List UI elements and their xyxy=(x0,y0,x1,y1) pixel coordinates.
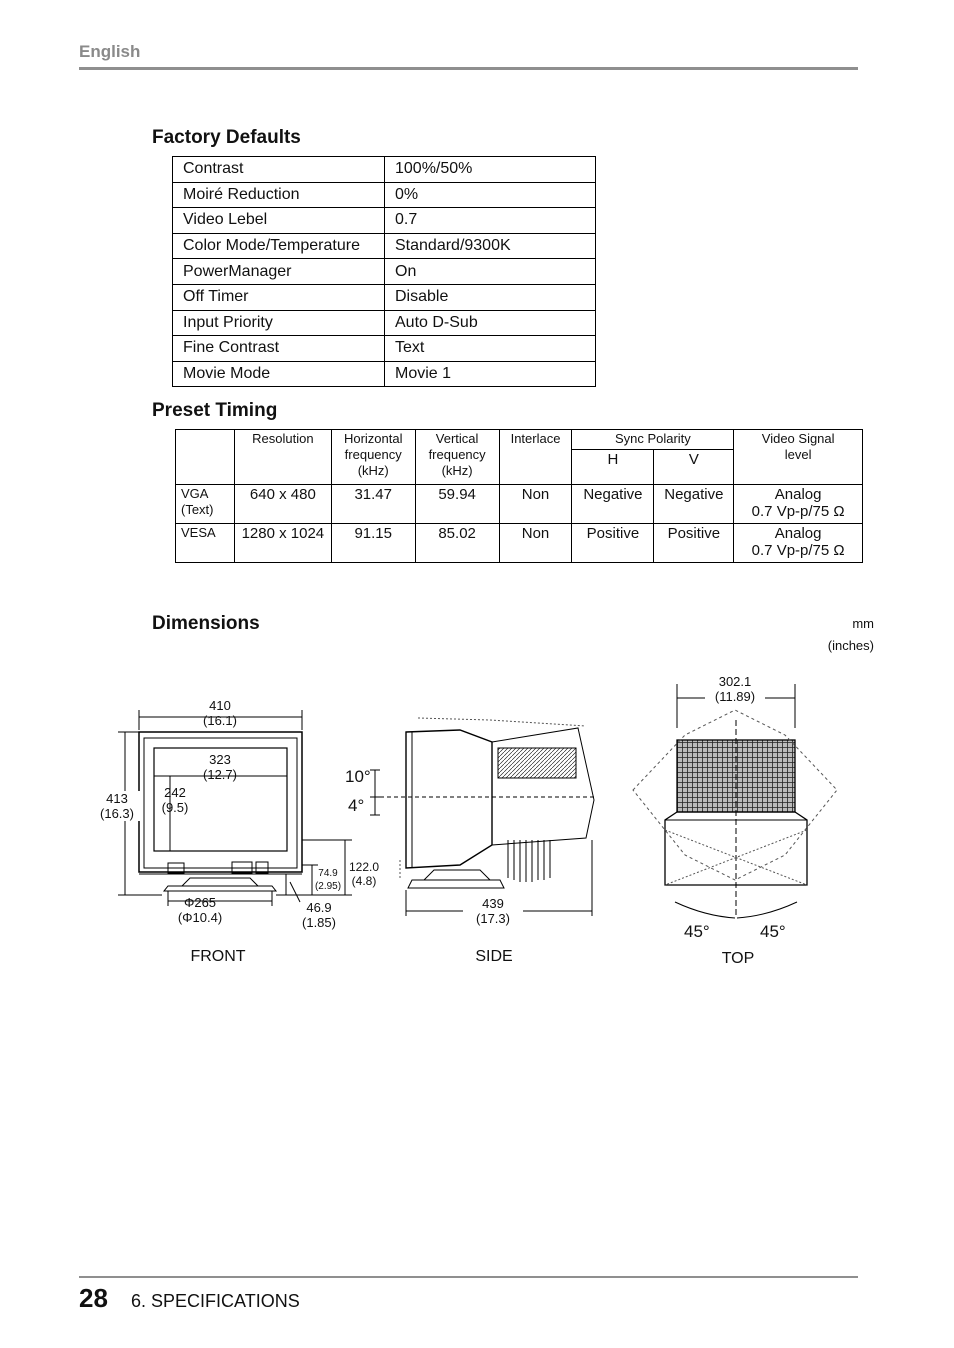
setting-name: Contrast xyxy=(173,157,385,183)
pt-video-line1: Video Signal xyxy=(761,431,835,446)
footer-section-title: 6. SPECIFICATIONS xyxy=(131,1291,300,1311)
front-base-height-label xyxy=(296,900,342,930)
factory-defaults-title: Factory Defaults xyxy=(152,127,301,148)
timing-video-line2: 0.7 Vp-p/75 Ω xyxy=(751,542,845,559)
timing-interlace: Non xyxy=(499,485,572,524)
side-depth-mm: 439 xyxy=(482,896,504,911)
pt-header-hfreq xyxy=(331,430,415,485)
side-tilt-down-label: 4° xyxy=(348,796,365,815)
top-width-mm: 302.1 xyxy=(718,674,752,689)
timing-vfreq: 59.94 xyxy=(415,485,499,524)
front-width-in: (16.1) xyxy=(203,713,237,728)
front-screen-width-label xyxy=(190,752,250,782)
timing-vfreq: 85.02 xyxy=(415,524,499,563)
pt-hfreq-line2: frequency xyxy=(344,447,402,462)
pt-header-vfreq xyxy=(415,430,499,485)
front-stand-mm: 122.0 xyxy=(348,860,380,874)
setting-name: Movie Mode xyxy=(173,361,385,387)
setting-value: 0.7 xyxy=(385,208,596,234)
table-row xyxy=(173,233,596,259)
side-view-drawing xyxy=(340,700,610,925)
top-width-label xyxy=(705,674,765,704)
page-number: 28 xyxy=(79,1283,108,1313)
pt-vfreq-line3: (kHz) xyxy=(441,463,473,478)
front-base-mm: Φ265 xyxy=(183,895,217,910)
pt-hfreq-line1: Horizontal xyxy=(343,431,403,446)
pt-header-mode xyxy=(176,430,235,485)
setting-value: Standard/9300K xyxy=(385,233,596,259)
top-width-in: (11.89) xyxy=(714,689,756,704)
front-base-label xyxy=(160,895,240,925)
setting-name: Color Mode/Temperature xyxy=(173,233,385,259)
pt-header-sync-h: H xyxy=(572,450,654,485)
front-width-mm: 410 xyxy=(209,698,231,713)
unit-inches: (inches) xyxy=(827,638,874,653)
side-tilt-up-label: 10° xyxy=(345,767,371,786)
table-row xyxy=(173,208,596,234)
pt-header-sync: Sync Polarity xyxy=(572,430,734,450)
front-base-h-mm: 46.9 xyxy=(306,900,332,915)
setting-value: On xyxy=(385,259,596,285)
timing-mode-line1: VESA xyxy=(181,525,216,540)
pt-header-resolution: Resolution xyxy=(234,430,331,485)
timing-video-level xyxy=(734,485,863,524)
factory-defaults-table xyxy=(172,156,596,387)
side-depth-in: (17.3) xyxy=(476,911,510,926)
timing-hfreq: 31.47 xyxy=(331,485,415,524)
front-width-label xyxy=(190,698,250,728)
table-row xyxy=(173,182,596,208)
pt-vfreq-line1: Vertical xyxy=(435,431,479,446)
timing-interlace: Non xyxy=(499,524,572,563)
timing-h: Negative xyxy=(572,485,654,524)
table-row xyxy=(173,361,596,387)
timing-mode-line2: (Text) xyxy=(181,502,214,517)
timing-h: Positive xyxy=(572,524,654,563)
front-bottom-in: (2.95) xyxy=(314,881,342,892)
timing-video-line2: 0.7 Vp-p/75 Ω xyxy=(751,503,845,520)
front-screen-h-in: (9.5) xyxy=(161,800,189,815)
pt-header-sync-v: V xyxy=(654,450,734,485)
top-view-drawing xyxy=(625,680,850,925)
timing-video-line1: Analog xyxy=(774,525,822,542)
top-view-label: TOP xyxy=(721,950,755,967)
table-row xyxy=(176,485,863,524)
timing-mode-line1: VGA xyxy=(181,486,209,501)
front-base-in: (Φ10.4) xyxy=(177,910,223,925)
setting-value: Movie 1 xyxy=(385,361,596,387)
setting-value: 0% xyxy=(385,182,596,208)
timing-mode xyxy=(176,485,235,524)
pt-vfreq-line2: frequency xyxy=(428,447,486,462)
timing-hfreq: 91.15 xyxy=(331,524,415,563)
top-swivel-right-label: 45° xyxy=(760,922,786,941)
header-rule xyxy=(79,67,858,70)
setting-name: Moiré Reduction xyxy=(173,182,385,208)
timing-mode xyxy=(176,524,235,563)
timing-video-line1: Analog xyxy=(774,486,822,503)
setting-name: PowerManager xyxy=(173,259,385,285)
setting-value: 100%/50% xyxy=(385,157,596,183)
front-stand-in: (4.8) xyxy=(351,874,377,888)
front-view-label: FRONT xyxy=(190,948,246,965)
preset-timing-title: Preset Timing xyxy=(152,400,278,421)
table-row xyxy=(173,336,596,362)
side-depth-label xyxy=(463,896,523,926)
footer-rule xyxy=(79,1276,858,1278)
front-height-label xyxy=(94,791,140,821)
front-height-mm: 413 xyxy=(106,791,128,806)
setting-value: Disable xyxy=(385,284,596,310)
table-row xyxy=(173,259,596,285)
front-screen-w-in: (12.7) xyxy=(203,767,237,782)
front-base-h-in: (1.85) xyxy=(302,915,336,930)
pt-header-interlace: Interlace xyxy=(499,430,572,485)
header-language: English xyxy=(79,42,141,61)
front-height-in: (16.3) xyxy=(100,806,134,821)
dimensions-title: Dimensions xyxy=(152,613,260,634)
setting-value: Auto D-Sub xyxy=(385,310,596,336)
front-screen-h-mm: 242 xyxy=(164,785,186,800)
setting-value: Text xyxy=(385,336,596,362)
setting-name: Fine Contrast xyxy=(173,336,385,362)
setting-name: Video Lebel xyxy=(173,208,385,234)
pt-hfreq-line3: (kHz) xyxy=(357,463,389,478)
timing-v: Negative xyxy=(654,485,734,524)
timing-resolution: 640 x 480 xyxy=(234,485,331,524)
setting-name: Input Priority xyxy=(173,310,385,336)
table-row xyxy=(173,310,596,336)
timing-resolution: 1280 x 1024 xyxy=(234,524,331,563)
front-screen-w-mm: 323 xyxy=(209,752,231,767)
table-row xyxy=(173,284,596,310)
table-row xyxy=(173,157,596,183)
unit-mm: mm xyxy=(852,616,874,631)
pt-video-line2: level xyxy=(784,447,812,462)
pt-header-video xyxy=(734,430,863,485)
setting-name: Off Timer xyxy=(173,284,385,310)
timing-v: Positive xyxy=(654,524,734,563)
front-bottom-mm: 74.9 xyxy=(318,868,338,879)
timing-video-level xyxy=(734,524,863,563)
preset-timing-table xyxy=(175,429,863,563)
front-screen-height-label xyxy=(155,785,195,815)
top-swivel-left-label: 45° xyxy=(684,922,710,941)
table-row xyxy=(176,524,863,563)
side-view-label: SIDE xyxy=(475,948,513,965)
